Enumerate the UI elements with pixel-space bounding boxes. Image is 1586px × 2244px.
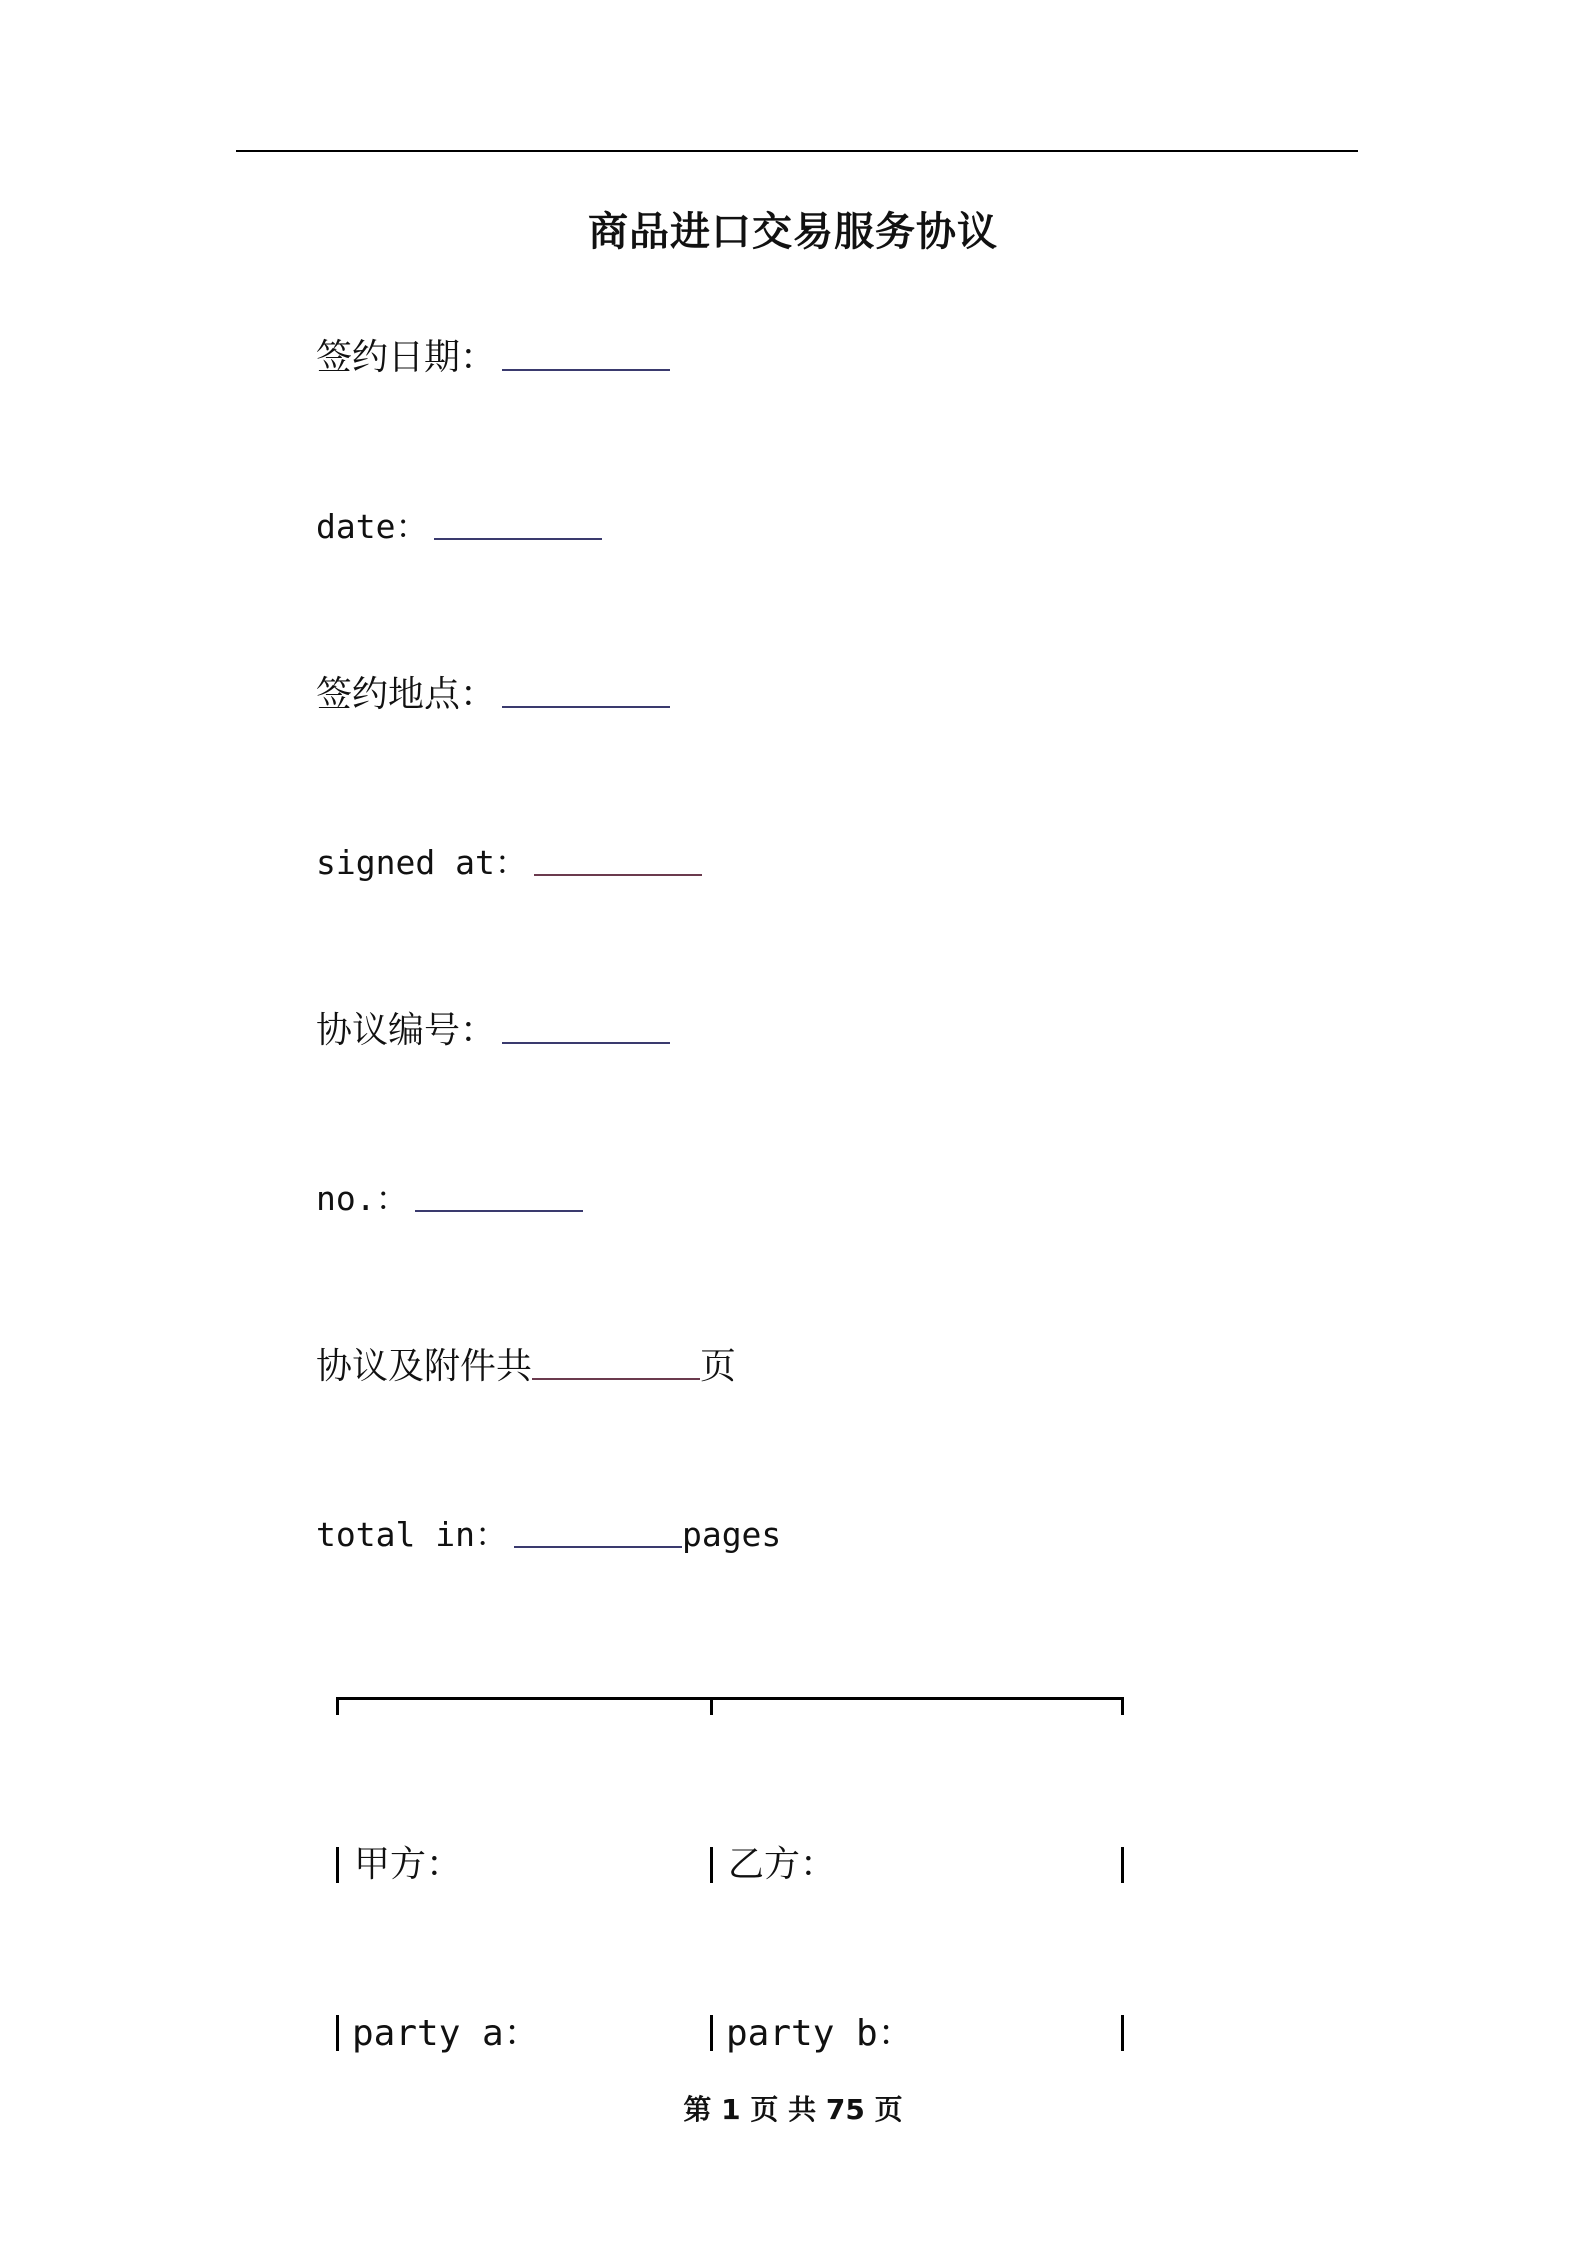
row1-bar-mid bbox=[710, 1847, 713, 1883]
agreement-no-blank[interactable] bbox=[502, 1008, 670, 1044]
row2-bar-mid bbox=[710, 2015, 713, 2051]
party-b-cn-label: 乙方： bbox=[728, 1844, 837, 1885]
agreement-no-line bbox=[316, 1006, 672, 1056]
row2-bar-left bbox=[336, 2015, 339, 2051]
total-in-blank[interactable] bbox=[514, 1512, 682, 1548]
no-blank[interactable] bbox=[415, 1176, 583, 1212]
total-in-label: total in： bbox=[316, 1515, 508, 1554]
signed-at-blank[interactable] bbox=[534, 840, 702, 876]
signing-date-label: 签约日期： bbox=[316, 337, 497, 378]
no-line bbox=[316, 1174, 585, 1224]
signed-at-label: signed at： bbox=[316, 843, 528, 882]
table-tick-left bbox=[336, 1697, 339, 1715]
party-a-cn-label: 甲方： bbox=[354, 1844, 463, 1885]
row1-bar-right bbox=[1121, 1847, 1124, 1883]
signing-place-label: 签约地点： bbox=[316, 674, 497, 715]
signing-date-blank[interactable] bbox=[502, 335, 670, 371]
total-pages-line bbox=[316, 1342, 736, 1392]
date-label: date： bbox=[316, 507, 429, 546]
party-a-en-label: party a： bbox=[352, 2013, 540, 2054]
row2-bar-right bbox=[1121, 2015, 1124, 2051]
date-blank[interactable] bbox=[434, 504, 602, 540]
row1-bar-left bbox=[336, 1847, 339, 1883]
table-tick-mid bbox=[710, 1697, 713, 1715]
signed-at-line bbox=[316, 838, 704, 888]
agreement-no-label: 协议编号： bbox=[316, 1010, 497, 1051]
party-b-en-label: party b： bbox=[726, 2013, 914, 2054]
no-label: no.： bbox=[316, 1179, 409, 1218]
date-line bbox=[316, 502, 604, 552]
table-tick-right bbox=[1121, 1697, 1124, 1715]
signing-date-line bbox=[316, 333, 672, 383]
document-title: 商品进口交易服务协议 bbox=[588, 208, 998, 255]
signing-place-line bbox=[316, 670, 672, 720]
total-in-suffix: pages bbox=[681, 1515, 782, 1554]
total-pages-suffix: 页 bbox=[700, 1346, 737, 1387]
signing-place-blank[interactable] bbox=[502, 672, 670, 708]
total-pages-blank[interactable] bbox=[532, 1344, 700, 1380]
header-rule bbox=[236, 150, 1358, 152]
total-in-line bbox=[316, 1510, 781, 1560]
total-pages-prefix: 协议及附件共 bbox=[316, 1346, 533, 1387]
table-top-border bbox=[336, 1697, 1124, 1700]
page-indicator: 第 1 页 共 75 页 bbox=[683, 2093, 903, 2126]
